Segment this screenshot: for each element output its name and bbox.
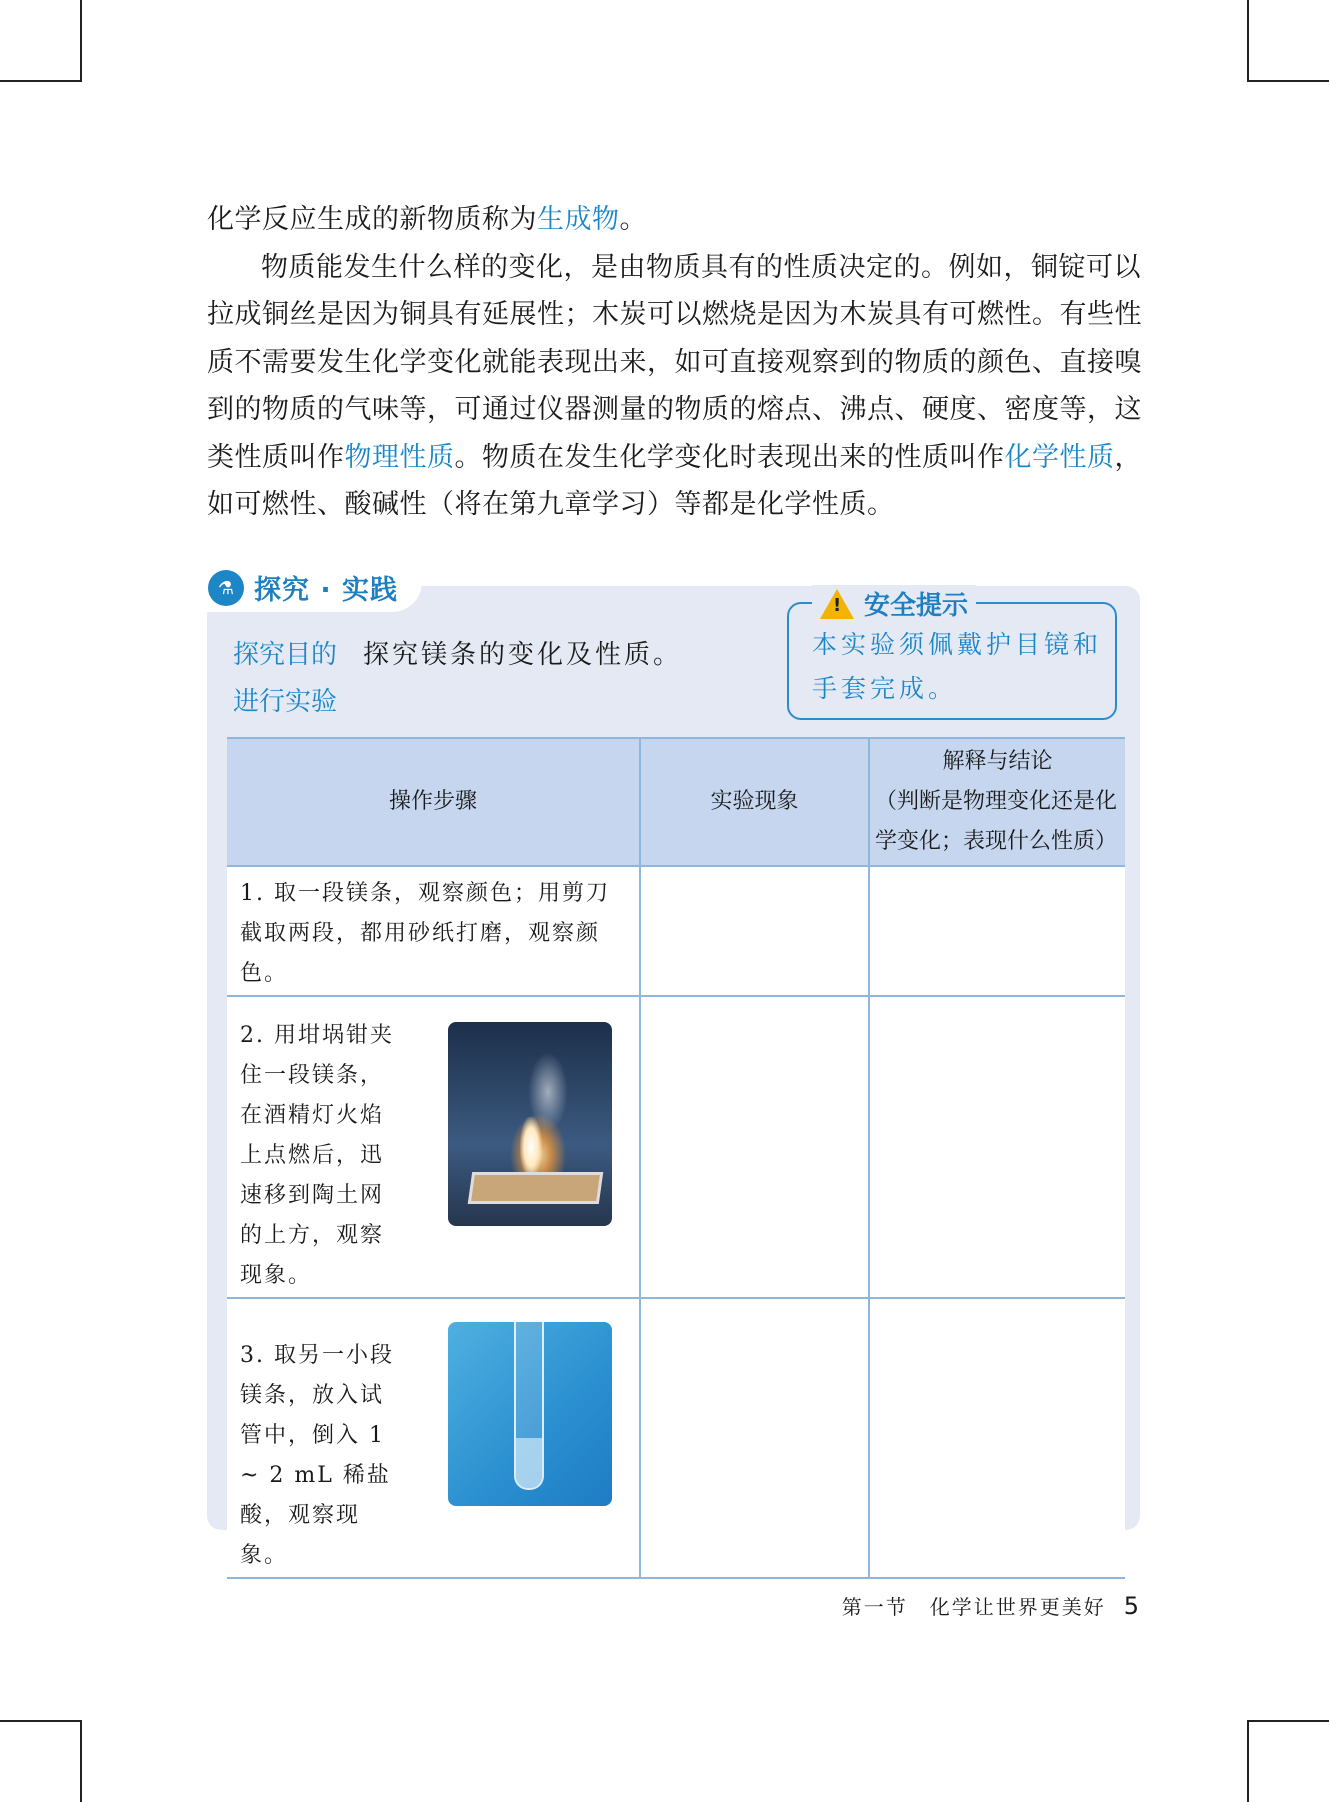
header-phenomena: 实验现象 <box>640 738 869 866</box>
warning-icon: ! <box>820 589 854 619</box>
header-conclusion: 解释与结论 （判断是物理变化还是化学变化；表现什么性质） <box>869 738 1125 866</box>
header-steps: 操作步骤 <box>227 738 640 866</box>
paragraph-2: 物质能发生什么样的变化，是由物质具有的性质决定的。例如，铜锭可以拉成铜丝是因为铜具有延展性；木炭可以燃烧是因为木炭具有可燃性。有些性质不需要发生化学变化就能表现出来，如可直接观察到的物质的颜色、直接嗅到的物质的气味等，可通过仪器测量的物质的熔点、沸点、硬度、密度等，这类性质叫作物理性质。物质在发生化学变化时表现出来的性质叫作化学性质，如可燃性、酸碱性（将在第九章学习）等都是化学性质。 <box>207 251 1142 520</box>
phenomena-cell <box>640 866 869 996</box>
purpose-label: 探究目的 <box>233 640 338 670</box>
step-2-text: 2. 用坩埚钳夹住一段镁条，在酒精灯火焰上点燃后，迅速移到陶土网的上方，观察现象。 <box>240 1023 394 1288</box>
experiment-table <box>227 737 1125 1579</box>
step-3-text: 3. 取另一小段镁条，放入试管中，倒入 1 ~ 2 mL 稀盐酸，观察现象。 <box>240 1343 394 1568</box>
page-number: 5 <box>1123 1592 1141 1620</box>
magnesium-burning-photo <box>448 1022 612 1226</box>
term-physical-property: 物理性质 <box>344 441 455 473</box>
conclusion-cell <box>869 1298 1125 1578</box>
term-chemical-property: 化学性质 <box>1004 441 1115 473</box>
table-row <box>227 996 1125 1298</box>
safety-title: 安全提示 <box>864 591 969 621</box>
conclusion-cell <box>869 996 1125 1298</box>
test-tube-photo <box>448 1322 612 1506</box>
procedure-label: 进行实验 <box>233 687 338 717</box>
phenomena-cell <box>640 1298 869 1578</box>
crop-mark <box>80 1720 82 1802</box>
safety-text: 本实验须佩戴护目镜和手套完成。 <box>812 630 1103 703</box>
safety-header <box>812 585 976 622</box>
crop-mark <box>80 0 82 82</box>
paragraph-1: 化学反应生成的新物质称为生成物。 <box>207 204 647 235</box>
crop-mark <box>1247 1720 1329 1722</box>
experiment-title: 探究 · 实践 <box>254 575 399 606</box>
crop-mark <box>1247 80 1329 82</box>
table-row <box>227 1298 1125 1578</box>
conclusion-cell <box>869 866 1125 996</box>
term-product: 生成物 <box>537 204 620 235</box>
step-cell <box>227 866 640 996</box>
phenomena-cell <box>640 996 869 1298</box>
step-cell <box>227 1298 640 1578</box>
page-footer <box>842 1591 1141 1620</box>
body-text <box>207 196 1142 529</box>
step-cell <box>227 996 640 1298</box>
table-header-row <box>227 738 1125 866</box>
crop-mark <box>0 80 82 82</box>
section-title: 第一节 化学让世界更美好 <box>841 1595 1106 1619</box>
flask-icon: ⚗ <box>208 570 244 606</box>
crop-mark <box>1247 1720 1249 1802</box>
crop-mark <box>0 1720 82 1722</box>
crop-mark <box>1247 0 1249 82</box>
purpose-text: 探究镁条的变化及性质。 <box>363 640 683 670</box>
step-1-text: 1. 取一段镁条，观察颜色；用剪刀截取两段，都用砂纸打磨，观察颜色。 <box>240 881 610 986</box>
table-row <box>227 866 1125 996</box>
